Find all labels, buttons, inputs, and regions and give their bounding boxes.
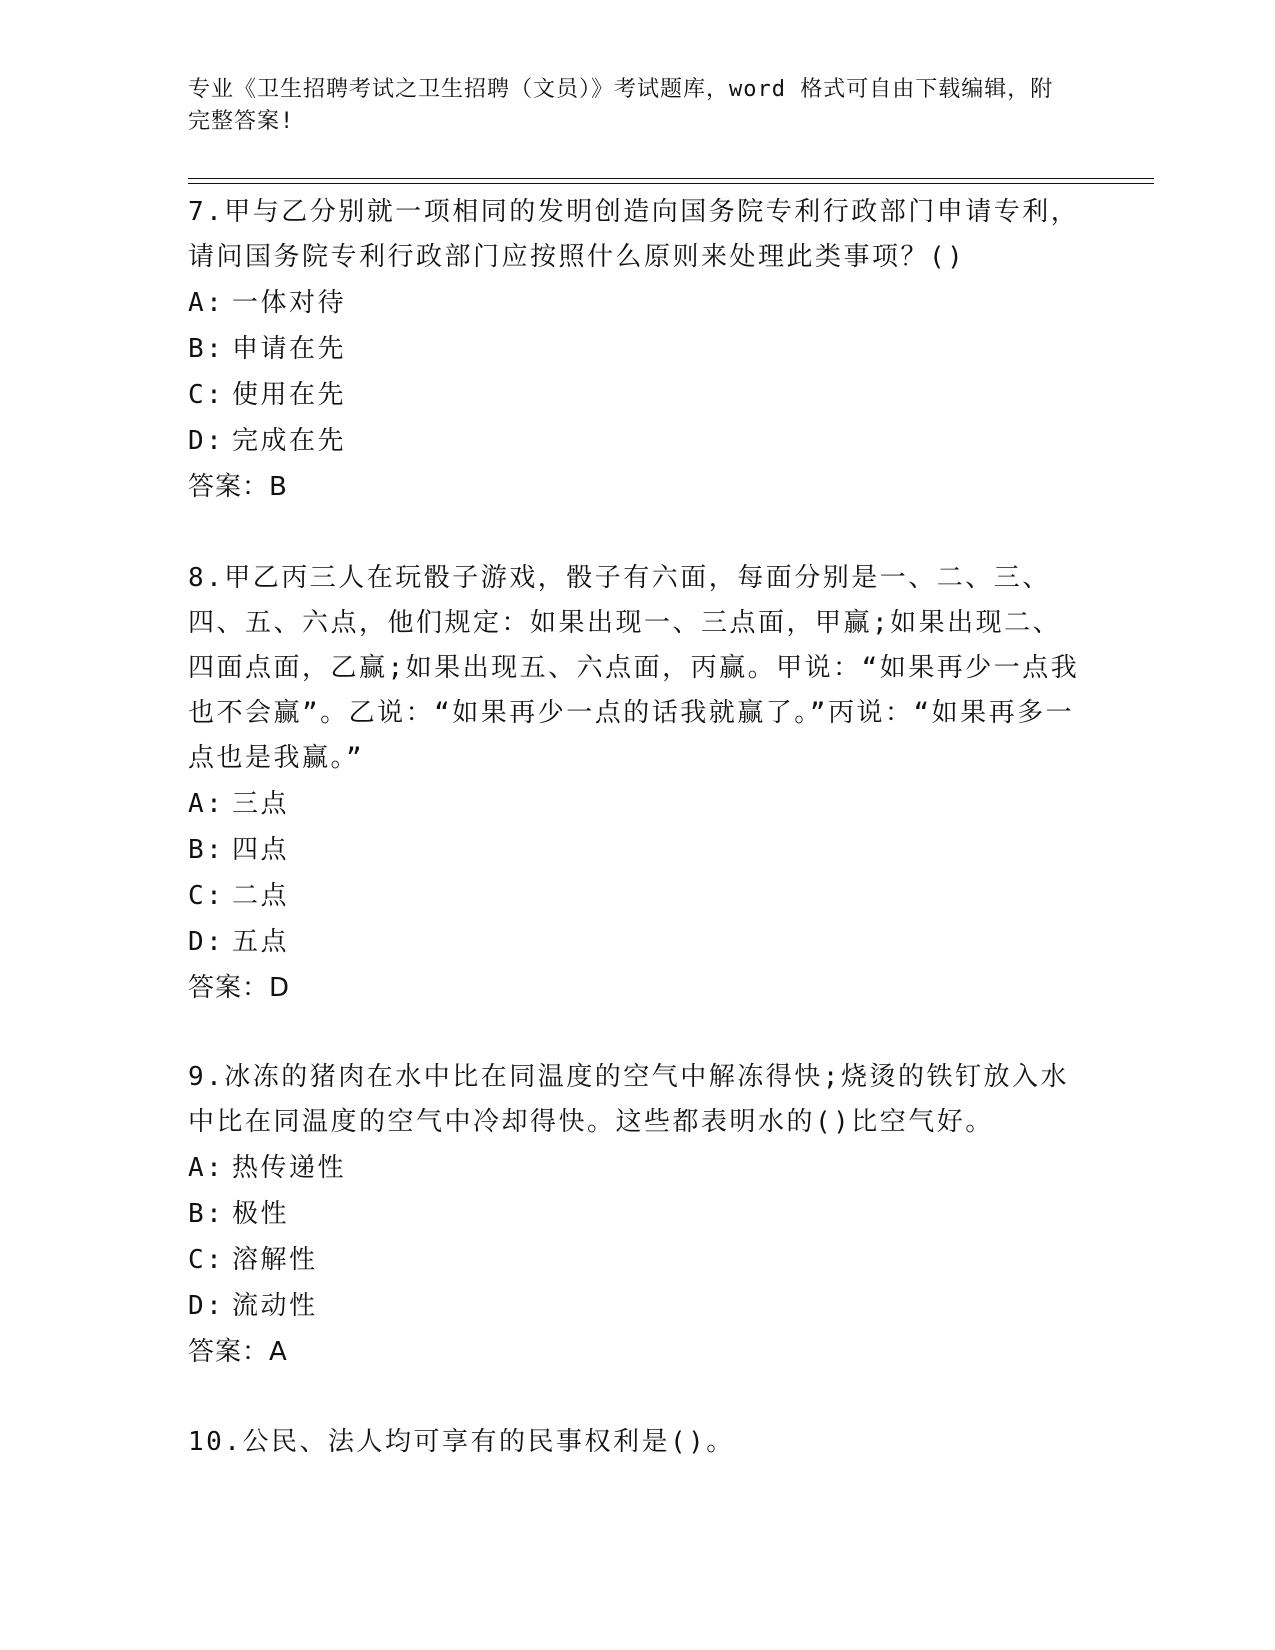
option-text: 完成在先 xyxy=(232,426,347,456)
option-b xyxy=(188,1191,1088,1237)
option-key: C: xyxy=(188,881,225,911)
header-divider-bottom xyxy=(188,183,1154,184)
option-key: C: xyxy=(188,380,225,410)
option-key: B: xyxy=(188,334,225,364)
option-text: 四点 xyxy=(232,835,290,865)
option-key: C: xyxy=(188,1245,225,1275)
option-c xyxy=(188,1237,1088,1283)
option-text: 使用在先 xyxy=(232,380,347,410)
option-key: D: xyxy=(188,1291,225,1321)
option-key: A: xyxy=(188,1153,225,1183)
option-b xyxy=(188,326,1088,372)
option-d xyxy=(188,1283,1088,1329)
option-key: D: xyxy=(188,927,225,957)
answer-label: 答案：D xyxy=(188,973,291,1003)
option-text: 一体对待 xyxy=(232,288,347,318)
question-9 xyxy=(188,1055,1088,1375)
answer-label: 答案：B xyxy=(188,472,288,502)
option-key: A: xyxy=(188,789,225,819)
question-10 xyxy=(188,1420,1088,1465)
question-stem: 10.公民、法人均可享有的民事权利是()。 xyxy=(188,1427,735,1457)
option-c xyxy=(188,873,1088,919)
question-stem: 8.甲乙丙三人在玩骰子游戏，骰子有六面，每面分别是一、二、三、四、五、六点，他们规定：如果出现一、三点面，甲赢;如果出现二、四面点面，乙赢;如果出现五、六点面，丙赢。甲说：“如果再少一点我也不会赢”。乙说：“如果再少一点的话我就赢了。”丙说：“如果再多一点也是我赢。” xyxy=(188,563,1080,773)
option-a xyxy=(188,1145,1088,1191)
question-stem: 7.甲与乙分别就一项相同的发明创造向国务院专利行政部门申请专利，请问国务院专利行政部门应按照什么原则来处理此类事项？() xyxy=(188,197,1080,272)
option-d xyxy=(188,418,1088,464)
option-key: A: xyxy=(188,288,225,318)
question-8 xyxy=(188,556,1088,1011)
option-text: 极性 xyxy=(232,1199,290,1229)
option-key: B: xyxy=(188,1199,225,1229)
option-a xyxy=(188,280,1088,326)
option-key: B: xyxy=(188,835,225,865)
option-text: 流动性 xyxy=(232,1291,318,1321)
option-text: 申请在先 xyxy=(232,334,347,364)
option-d xyxy=(188,919,1088,965)
option-key: D: xyxy=(188,426,225,456)
option-text: 三点 xyxy=(232,789,290,819)
document-header: 专业《卫生招聘考试之卫生招聘（文员）》考试题库，word 格式可自由下载编辑，附完整答案! xyxy=(188,77,1054,134)
answer-label: 答案：A xyxy=(188,1337,288,1367)
question-7 xyxy=(188,190,1088,510)
header-divider-top xyxy=(188,178,1154,179)
option-a xyxy=(188,781,1088,827)
option-text: 热传递性 xyxy=(232,1153,347,1183)
option-text: 二点 xyxy=(232,881,290,911)
option-b xyxy=(188,827,1088,873)
question-stem: 9.冰冻的猪肉在水中比在同温度的空气中解冻得快;烧烫的铁钉放入水中比在同温度的空气中冷却得快。这些都表明水的()比空气好。 xyxy=(188,1062,1069,1137)
option-c xyxy=(188,372,1088,418)
option-text: 五点 xyxy=(232,927,290,957)
option-text: 溶解性 xyxy=(232,1245,318,1275)
